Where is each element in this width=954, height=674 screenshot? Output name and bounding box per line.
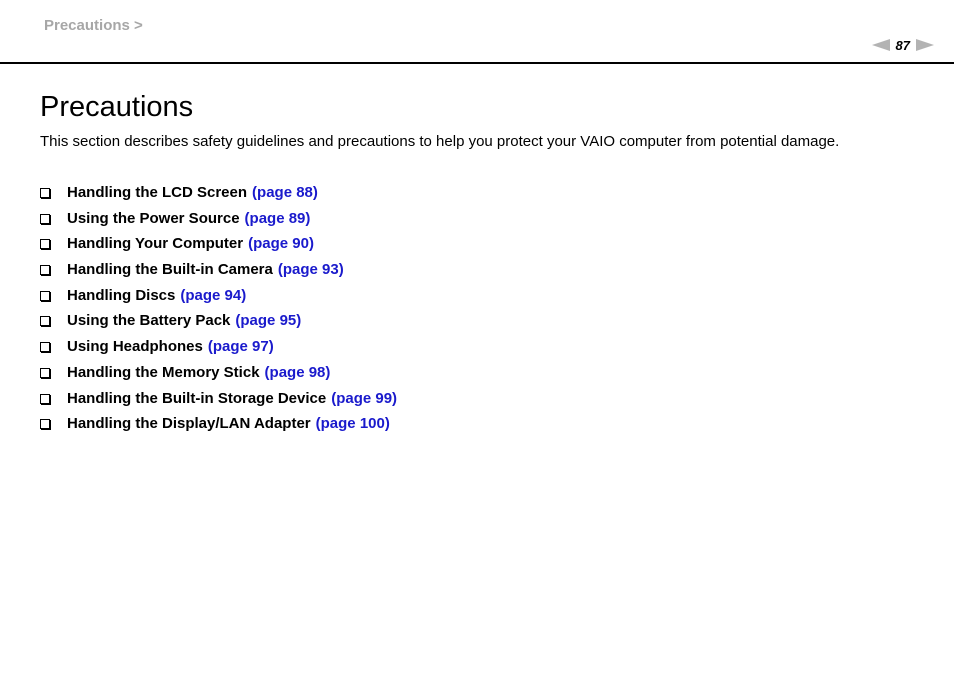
item-label: Handling Discs	[67, 286, 176, 304]
list-item	[40, 414, 397, 440]
checkbox-bullet-icon	[40, 316, 50, 326]
page-link[interactable]: (page 94)	[180, 286, 247, 304]
checkbox-bullet-icon	[40, 239, 50, 249]
checkbox-bullet-icon	[40, 214, 50, 224]
list-item	[40, 389, 397, 415]
page-link[interactable]: (page 100)	[315, 415, 390, 433]
list-item	[40, 234, 397, 260]
list-item	[40, 337, 397, 363]
page-link[interactable]: (page 99)	[331, 389, 398, 407]
item-label: Using the Battery Pack	[67, 312, 231, 330]
checkbox-bullet-icon	[40, 419, 50, 429]
page-link[interactable]: (page 95)	[235, 312, 302, 330]
checkbox-bullet-icon	[40, 342, 50, 352]
checkbox-bullet-icon	[40, 188, 50, 198]
page-link[interactable]: (page 97)	[207, 338, 274, 356]
page-link[interactable]: (page 93)	[277, 261, 344, 279]
list-item	[40, 311, 397, 337]
checkbox-bullet-icon	[40, 394, 50, 404]
item-label: Using the Power Source	[67, 209, 240, 227]
page-link[interactable]: (page 88)	[252, 184, 318, 201]
checkbox-bullet-icon	[40, 291, 50, 301]
previous-page-arrow-icon[interactable]	[872, 39, 890, 51]
checkbox-bullet-icon	[40, 265, 50, 275]
page-link[interactable]: (page 89)	[244, 209, 311, 227]
breadcrumb[interactable]: Precautions >	[44, 17, 143, 34]
page-navigation	[872, 37, 934, 53]
list-item	[40, 183, 397, 209]
item-label: Handling the Built-in Camera	[67, 261, 273, 279]
item-label: Handling the Built-in Storage Device	[67, 389, 327, 407]
page-link[interactable]: (page 98)	[264, 363, 331, 381]
list-item	[40, 286, 397, 312]
intro-paragraph: This section describes safety guidelines and precautions to help you protect your VAIO computer from potential damage.	[40, 133, 840, 150]
item-label: Handling the Display/LAN Adapter	[67, 415, 311, 433]
list-item	[40, 363, 397, 389]
precautions-list	[40, 183, 397, 440]
item-label: Handling the Memory Stick	[67, 363, 260, 381]
item-label: Handling the LCD Screen	[67, 184, 248, 201]
checkbox-bullet-icon	[40, 368, 50, 378]
item-label: Using Headphones	[67, 338, 203, 356]
item-label: Handling Your Computer	[67, 235, 244, 253]
list-item	[40, 260, 397, 286]
page-title: Precautions	[40, 91, 194, 123]
page-link[interactable]: (page 90)	[248, 235, 314, 253]
next-page-arrow-icon[interactable]	[916, 39, 934, 51]
list-item	[40, 209, 397, 235]
header-divider	[0, 62, 954, 64]
page-number: 87	[895, 37, 910, 53]
